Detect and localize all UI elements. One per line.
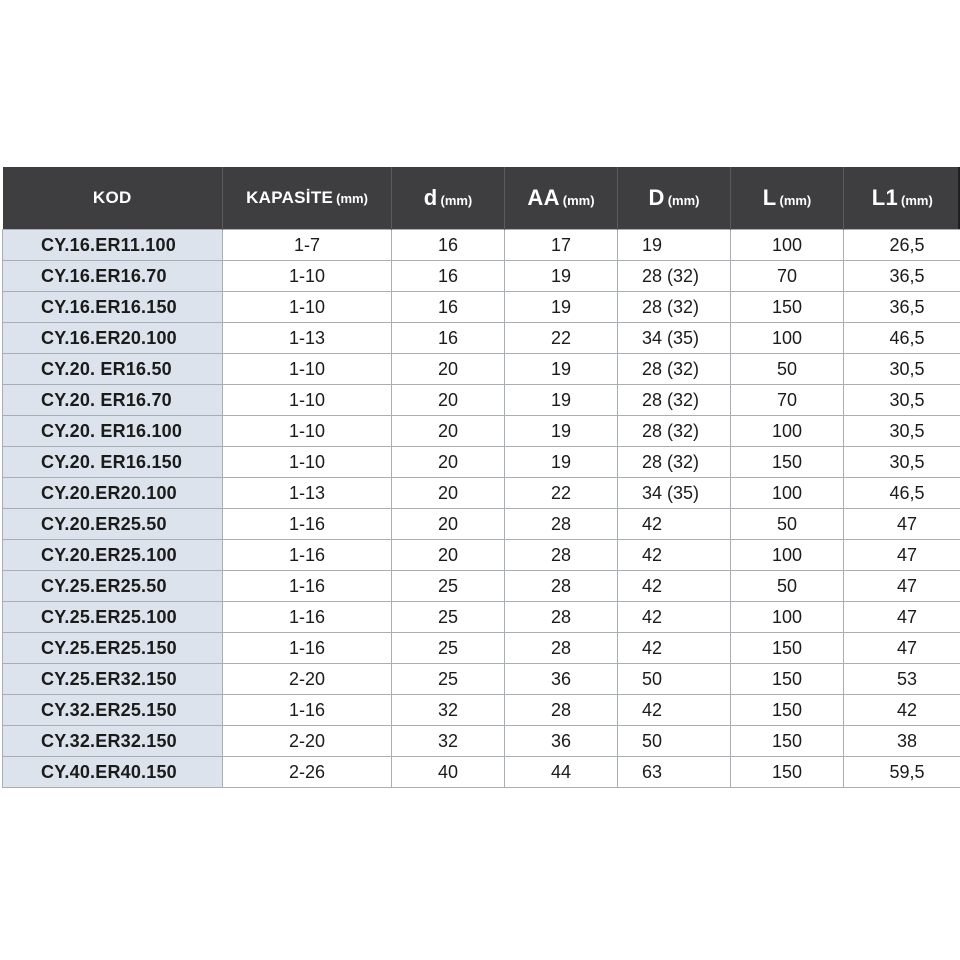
cell-L1: 30,5 bbox=[844, 447, 960, 478]
cell-kapasite: 1-10 bbox=[223, 354, 392, 385]
cell-kod: CY.25.ER25.100 bbox=[3, 602, 223, 633]
cell-L: 70 bbox=[731, 385, 844, 416]
cell-aa: 36 bbox=[505, 726, 618, 757]
header-aa-label: AA bbox=[527, 185, 560, 210]
cell-aa: 19 bbox=[505, 416, 618, 447]
table-row bbox=[3, 385, 960, 416]
cell-kod: CY.20. ER16.70 bbox=[3, 385, 223, 416]
cell-d: 16 bbox=[392, 323, 505, 354]
cell-kod: CY.20. ER16.50 bbox=[3, 354, 223, 385]
cell-L1: 59,5 bbox=[844, 757, 960, 788]
cell-aa: 22 bbox=[505, 478, 618, 509]
cell-D: 42 bbox=[618, 633, 731, 664]
cell-kod: CY.20.ER25.100 bbox=[3, 540, 223, 571]
table-row bbox=[3, 416, 960, 447]
cell-D: 28 (32) bbox=[618, 447, 731, 478]
table-row bbox=[3, 695, 960, 726]
cell-L1: 26,5 bbox=[844, 230, 960, 261]
header-L1 bbox=[844, 167, 960, 230]
header-D-label: D bbox=[648, 185, 665, 210]
cell-L1: 30,5 bbox=[844, 354, 960, 385]
cell-L1: 47 bbox=[844, 540, 960, 571]
cell-d: 20 bbox=[392, 385, 505, 416]
cell-kapasite: 1-13 bbox=[223, 323, 392, 354]
cell-L: 50 bbox=[731, 571, 844, 602]
cell-L1: 42 bbox=[844, 695, 960, 726]
header-L1-unit: (mm) bbox=[901, 193, 933, 208]
cell-kod: CY.16.ER16.70 bbox=[3, 261, 223, 292]
cell-kapasite: 1-10 bbox=[223, 416, 392, 447]
header-kapasite-unit: (mm) bbox=[336, 191, 368, 206]
cell-kapasite: 1-7 bbox=[223, 230, 392, 261]
cell-kod: CY.20.ER20.100 bbox=[3, 478, 223, 509]
cell-kapasite: 1-16 bbox=[223, 633, 392, 664]
cell-d: 16 bbox=[392, 261, 505, 292]
table-row bbox=[3, 292, 960, 323]
header-d-unit: (mm) bbox=[440, 193, 473, 208]
cell-kapasite: 1-10 bbox=[223, 447, 392, 478]
cell-kod: CY.16.ER11.100 bbox=[3, 230, 223, 261]
cell-kapasite: 1-10 bbox=[223, 385, 392, 416]
cell-L: 100 bbox=[731, 602, 844, 633]
header-row bbox=[3, 167, 960, 230]
table-row bbox=[3, 664, 960, 695]
header-D-unit: (mm) bbox=[667, 193, 700, 208]
cell-aa: 28 bbox=[505, 695, 618, 726]
table-body bbox=[3, 230, 960, 788]
cell-d: 16 bbox=[392, 292, 505, 323]
cell-d: 20 bbox=[392, 509, 505, 540]
cell-kod: CY.20. ER16.150 bbox=[3, 447, 223, 478]
cell-L1: 47 bbox=[844, 571, 960, 602]
cell-kod: CY.16.ER16.150 bbox=[3, 292, 223, 323]
header-aa-unit: (mm) bbox=[562, 193, 595, 208]
cell-d: 20 bbox=[392, 478, 505, 509]
cell-aa: 44 bbox=[505, 757, 618, 788]
cell-aa: 22 bbox=[505, 323, 618, 354]
cell-L: 50 bbox=[731, 354, 844, 385]
table-row bbox=[3, 602, 960, 633]
cell-aa: 19 bbox=[505, 354, 618, 385]
table-row bbox=[3, 571, 960, 602]
cell-L1: 47 bbox=[844, 509, 960, 540]
cell-L1: 53 bbox=[844, 664, 960, 695]
cell-L1: 36,5 bbox=[844, 292, 960, 323]
cell-d: 32 bbox=[392, 726, 505, 757]
cell-aa: 19 bbox=[505, 385, 618, 416]
cell-aa: 17 bbox=[505, 230, 618, 261]
cell-kod: CY.16.ER20.100 bbox=[3, 323, 223, 354]
cell-D: 42 bbox=[618, 540, 731, 571]
header-kapasite bbox=[223, 167, 392, 230]
cell-d: 25 bbox=[392, 664, 505, 695]
cell-L: 100 bbox=[731, 540, 844, 571]
cell-D: 28 (32) bbox=[618, 385, 731, 416]
cell-aa: 28 bbox=[505, 540, 618, 571]
cell-D: 63 bbox=[618, 757, 731, 788]
header-d bbox=[392, 167, 505, 230]
cell-kod: CY.40.ER40.150 bbox=[3, 757, 223, 788]
cell-kod: CY.20. ER16.100 bbox=[3, 416, 223, 447]
cell-kapasite: 1-16 bbox=[223, 602, 392, 633]
spec-table bbox=[2, 167, 960, 788]
header-d-label: d bbox=[423, 185, 438, 210]
cell-d: 16 bbox=[392, 230, 505, 261]
cell-d: 25 bbox=[392, 571, 505, 602]
cell-D: 50 bbox=[618, 664, 731, 695]
cell-kapasite: 1-16 bbox=[223, 695, 392, 726]
cell-aa: 19 bbox=[505, 292, 618, 323]
cell-D: 42 bbox=[618, 571, 731, 602]
cell-L: 150 bbox=[731, 664, 844, 695]
table-row bbox=[3, 633, 960, 664]
cell-kod: CY.32.ER32.150 bbox=[3, 726, 223, 757]
cell-d: 25 bbox=[392, 602, 505, 633]
cell-d: 20 bbox=[392, 540, 505, 571]
cell-L: 100 bbox=[731, 230, 844, 261]
cell-L1: 30,5 bbox=[844, 416, 960, 447]
cell-L: 150 bbox=[731, 726, 844, 757]
cell-kod: CY.32.ER25.150 bbox=[3, 695, 223, 726]
cell-L: 150 bbox=[731, 292, 844, 323]
header-L1-label: L1 bbox=[871, 185, 898, 210]
cell-aa: 19 bbox=[505, 261, 618, 292]
cell-L1: 46,5 bbox=[844, 323, 960, 354]
cell-D: 42 bbox=[618, 695, 731, 726]
cell-L: 100 bbox=[731, 478, 844, 509]
cell-kod: CY.25.ER25.150 bbox=[3, 633, 223, 664]
cell-D: 42 bbox=[618, 509, 731, 540]
cell-L: 50 bbox=[731, 509, 844, 540]
header-D bbox=[618, 167, 731, 230]
cell-D: 42 bbox=[618, 602, 731, 633]
cell-D: 34 (35) bbox=[618, 478, 731, 509]
cell-L1: 46,5 bbox=[844, 478, 960, 509]
cell-aa: 28 bbox=[505, 509, 618, 540]
header-L bbox=[731, 167, 844, 230]
table-row bbox=[3, 261, 960, 292]
cell-D: 50 bbox=[618, 726, 731, 757]
table-row bbox=[3, 540, 960, 571]
cell-D: 19 bbox=[618, 230, 731, 261]
cell-d: 20 bbox=[392, 416, 505, 447]
table-row bbox=[3, 323, 960, 354]
cell-L1: 38 bbox=[844, 726, 960, 757]
cell-aa: 28 bbox=[505, 602, 618, 633]
cell-d: 32 bbox=[392, 695, 505, 726]
cell-L: 150 bbox=[731, 695, 844, 726]
cell-kapasite: 2-26 bbox=[223, 757, 392, 788]
cell-L: 150 bbox=[731, 757, 844, 788]
cell-L: 150 bbox=[731, 633, 844, 664]
table-row bbox=[3, 726, 960, 757]
header-kapasite-label: KAPASİTE bbox=[246, 188, 334, 207]
cell-aa: 36 bbox=[505, 664, 618, 695]
header-aa bbox=[505, 167, 618, 230]
cell-D: 34 (35) bbox=[618, 323, 731, 354]
cell-D: 28 (32) bbox=[618, 261, 731, 292]
cell-kapasite: 1-10 bbox=[223, 292, 392, 323]
cell-d: 40 bbox=[392, 757, 505, 788]
cell-d: 20 bbox=[392, 354, 505, 385]
header-L-unit: (mm) bbox=[779, 193, 812, 208]
header-kod bbox=[3, 167, 223, 230]
cell-L1: 47 bbox=[844, 633, 960, 664]
cell-aa: 28 bbox=[505, 571, 618, 602]
cell-L: 100 bbox=[731, 416, 844, 447]
cell-L1: 30,5 bbox=[844, 385, 960, 416]
cell-L: 150 bbox=[731, 447, 844, 478]
cell-L: 70 bbox=[731, 261, 844, 292]
cell-D: 28 (32) bbox=[618, 416, 731, 447]
table-row bbox=[3, 230, 960, 261]
cell-kapasite: 1-16 bbox=[223, 571, 392, 602]
cell-kapasite: 1-16 bbox=[223, 509, 392, 540]
table-row bbox=[3, 447, 960, 478]
table-header bbox=[3, 167, 960, 230]
cell-kapasite: 1-10 bbox=[223, 261, 392, 292]
cell-d: 20 bbox=[392, 447, 505, 478]
cell-kapasite: 2-20 bbox=[223, 726, 392, 757]
table-row bbox=[3, 757, 960, 788]
cell-D: 28 (32) bbox=[618, 292, 731, 323]
cell-kod: CY.20.ER25.50 bbox=[3, 509, 223, 540]
cell-L1: 36,5 bbox=[844, 261, 960, 292]
header-L-label: L bbox=[762, 185, 777, 210]
header-kod-label: KOD bbox=[92, 188, 132, 207]
cell-kod: CY.25.ER25.50 bbox=[3, 571, 223, 602]
cell-aa: 28 bbox=[505, 633, 618, 664]
cell-kapasite: 2-20 bbox=[223, 664, 392, 695]
cell-d: 25 bbox=[392, 633, 505, 664]
cell-kapasite: 1-16 bbox=[223, 540, 392, 571]
table-row bbox=[3, 354, 960, 385]
table-row bbox=[3, 509, 960, 540]
cell-kapasite: 1-13 bbox=[223, 478, 392, 509]
cell-L: 100 bbox=[731, 323, 844, 354]
cell-D: 28 (32) bbox=[618, 354, 731, 385]
table-row bbox=[3, 478, 960, 509]
cell-L1: 47 bbox=[844, 602, 960, 633]
cell-aa: 19 bbox=[505, 447, 618, 478]
cell-kod: CY.25.ER32.150 bbox=[3, 664, 223, 695]
